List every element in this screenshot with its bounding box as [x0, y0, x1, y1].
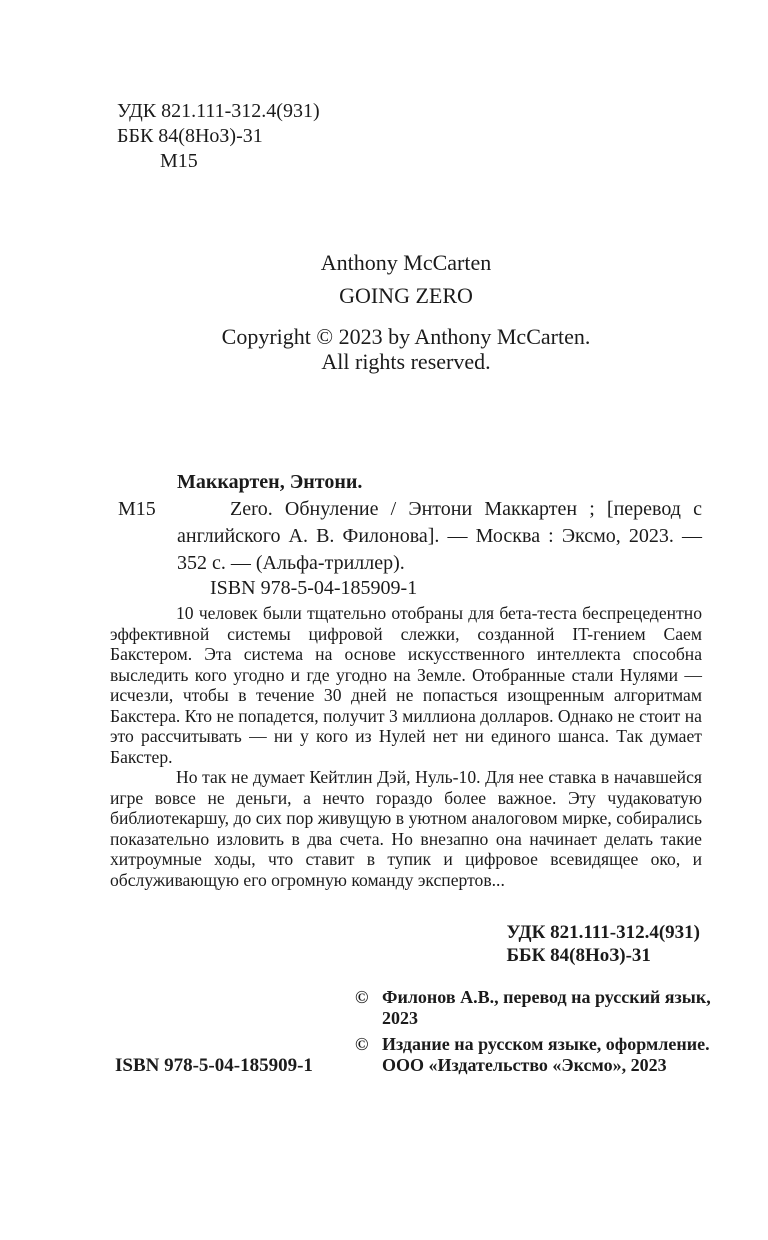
annotation — [110, 603, 702, 890]
catalog-description: Zero. Обнуление / Энтони Маккартен ; [перевод с английского А. В. Филонова]. — Москва : Эксмо, 2023. — 352 с. — (Альфа-триллер). — [177, 498, 702, 574]
catalog-author-code: М15 — [118, 498, 156, 520]
copyright-symbol: © — [355, 1034, 369, 1054]
copyright-text: Издание на русском языке, оформление. ООО «Издательство «Эксмо», 2023 — [382, 1034, 710, 1075]
original-title: GOING ZERO — [339, 283, 473, 308]
copyright-text: Филонов А.В., перевод на русский язык, 2023 — [382, 987, 711, 1028]
original-copyright — [110, 324, 702, 374]
copyright-line: Copyright © 2023 by Anthony McCarten. — [221, 324, 591, 349]
isbn-catalog: ISBN 978-5-04-185909-1 — [210, 577, 418, 599]
copyright-notice-translator — [355, 987, 720, 1028]
catalog-author-heading: Маккартен, Энтони. — [177, 471, 363, 493]
udk-code-bottom: УДК 821.111-312.4(931) — [506, 922, 700, 943]
bbk-code: ББК 84(8НоЗ)-31 — [117, 125, 263, 147]
annotation-paragraph-2: Но так не думает Кейтлин Дэй, Нуль-10. Для нее ставка в начавшейся игре вовсе не деньги, а нечто гораздо более важное. Эту чудаковатую библиотекаршу, до сих пор живущую в уютном аналоговом мирке, собирались показательно изловить в два счета. Но внезапно она начинает делать такие хитроумные ходы, что ставит в тупик и цифровое всевидящее око, и обслуживающую его огромную команду экспертов... — [110, 767, 702, 890]
bbk-code-bottom: ББК 84(8НоЗ)-31 — [506, 945, 651, 966]
annotation-paragraph-1: 10 человек были тщательно отобраны для бета-теста беспрецедентно эффективной системы цифровой слежки, созданной IT-гением Саем Бакстером. Эта система на основе искусственного интеллекта способна выследить кого угодно и где угодно на Земле. Отобранные стали Нулями — исчезли, чтобы в течение 30 дней не попасться изощренным алгоритмам Бакстера. Кто не попадется, получит 3 миллиона долларов. Однако не стоит на это рассчитывать — ни у кого из Нулей нет ни единого шанса. Так думает Бакстер. — [110, 603, 702, 767]
udk-code: УДК 821.111-312.4(931) — [117, 100, 320, 122]
copyright-notice-publisher — [355, 1034, 720, 1075]
isbn-bottom: ISBN 978-5-04-185909-1 — [115, 1055, 313, 1076]
bottom-cataloguing-codes — [506, 921, 700, 967]
original-author: Anthony McCarten — [320, 250, 492, 275]
catalog-entry — [110, 469, 702, 577]
author-sign-code: М15 — [160, 150, 198, 172]
copyright-symbol: © — [355, 987, 369, 1007]
rights-reserved-line: All rights reserved. — [321, 349, 491, 374]
top-cataloguing-codes — [117, 99, 320, 174]
original-title-block — [110, 246, 702, 374]
copyright-notices — [355, 987, 720, 1081]
